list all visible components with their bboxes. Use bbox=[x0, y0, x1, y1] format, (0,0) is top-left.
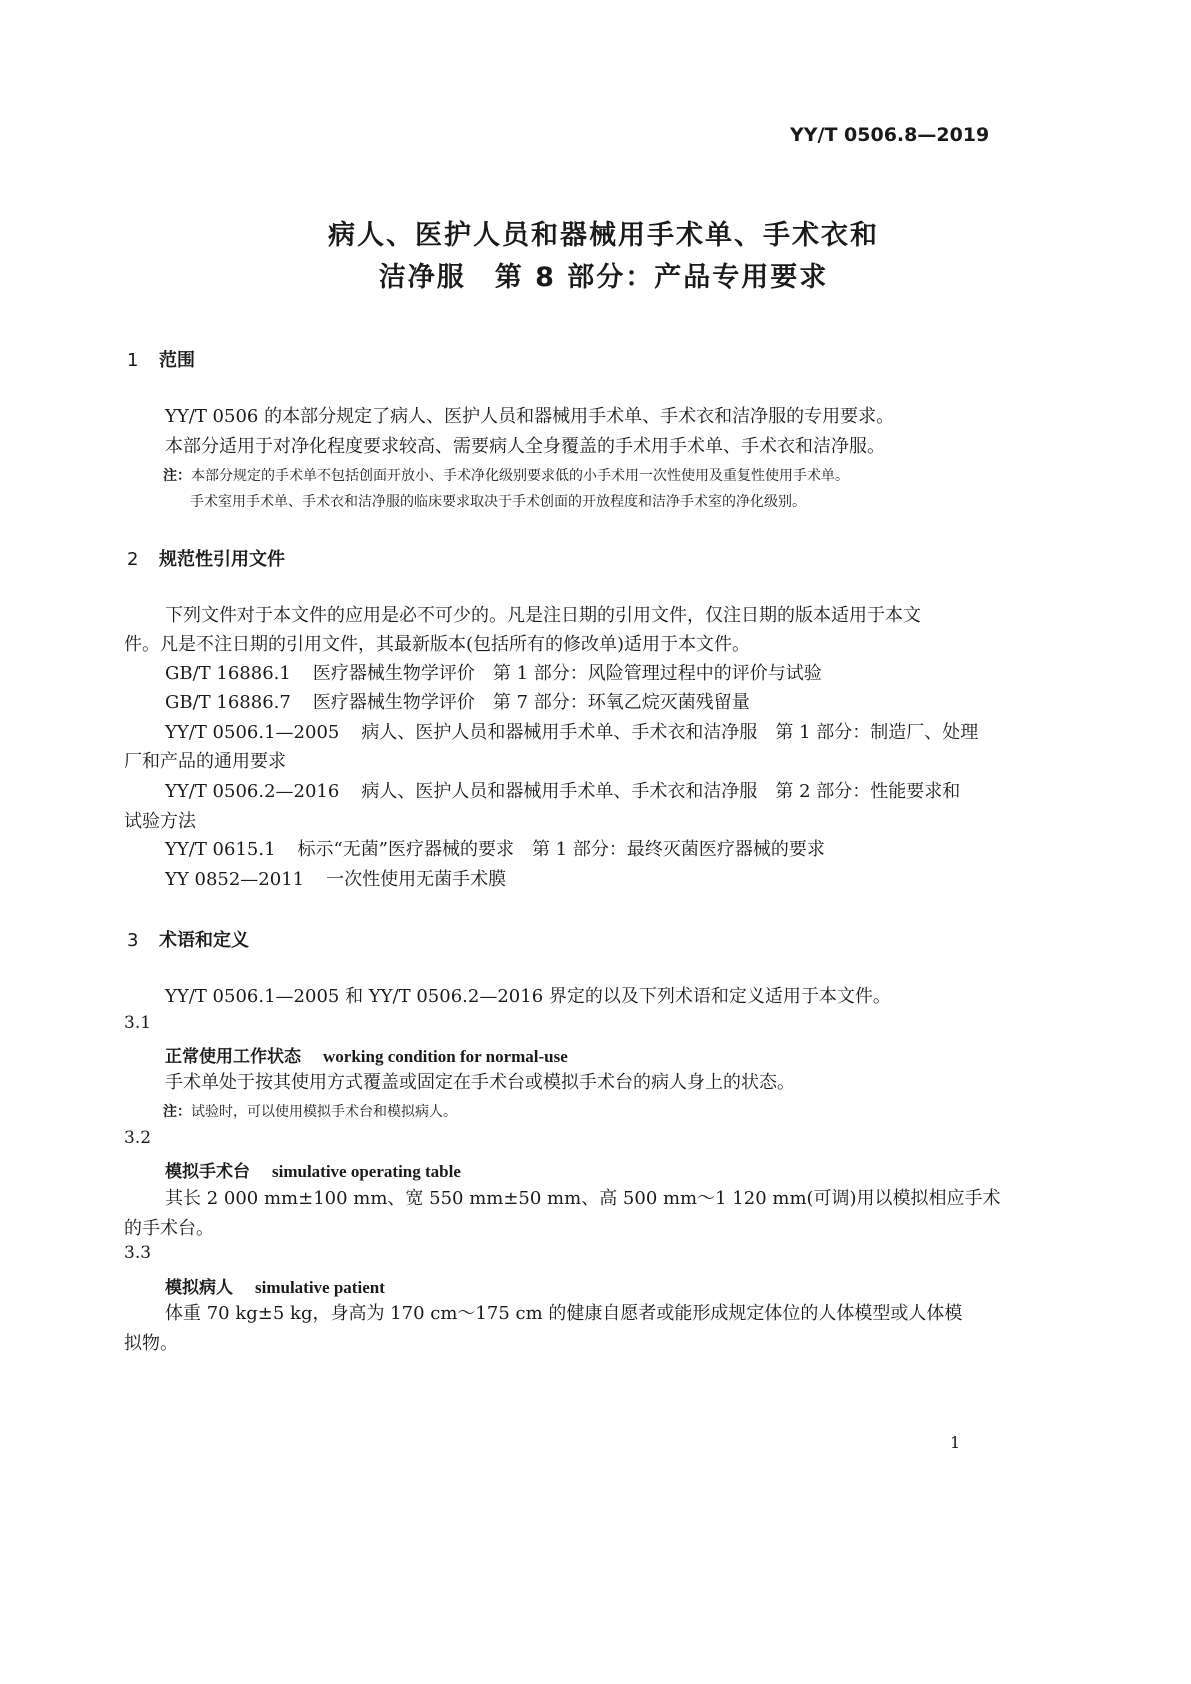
term-en: simulative patient bbox=[255, 1278, 385, 1297]
section-number: 2 bbox=[127, 549, 139, 570]
section-2-intro-line2: 件。凡是不注日期的引用文件，其最新版本(包括所有的修改单)适用于本文件。 bbox=[124, 634, 751, 655]
reference-item bbox=[165, 834, 825, 865]
reference-title: 标示“无菌”医疗器械的要求 第 1 部分：最终灭菌医疗器械的要求 bbox=[297, 839, 825, 860]
reference-code: YY/T 0506.2—2016 bbox=[165, 781, 340, 802]
reference-code: YY/T 0506.1—2005 bbox=[165, 722, 340, 743]
standard-code: YY/T 0506.8—2019 bbox=[790, 124, 990, 146]
section-3-intro: YY/T 0506.1—2005 和 YY/T 0506.2—2016 界定的以及下列术语和定义适用于本文件。 bbox=[165, 986, 891, 1007]
note-text-line1: 本部分规定的手术单不包括创面开放小、手术净化级别要求低的小手术用一次性使用及重复性使用手术单。 bbox=[191, 468, 849, 484]
term-cn: 模拟手术台 bbox=[165, 1162, 250, 1182]
note-text: 试验时，可以使用模拟手术台和模拟病人。 bbox=[191, 1104, 457, 1120]
page-number: 1 bbox=[950, 1433, 961, 1452]
term-en: working condition for normal-use bbox=[323, 1047, 568, 1066]
section-1-note-line2: 手术室用手术单、手术衣和洁净服的临床要求取决于手术创面的开放程度和洁净手术室的净化级别。 bbox=[190, 494, 806, 510]
section-1-note bbox=[163, 465, 849, 485]
reference-code: GB/T 16886.1 bbox=[165, 663, 291, 684]
section-3-heading bbox=[127, 926, 249, 952]
term-definition: 体重 70 kg±5 kg，身高为 170 cm～175 cm 的健康自愿者或能形成规定体位的人体模型或人体模 bbox=[165, 1303, 963, 1324]
reference-continuation: 厂和产品的通用要求 bbox=[124, 751, 286, 772]
document-title-line2: 洁净服 第 8 部分：产品专用要求 bbox=[378, 262, 829, 293]
note-label: 注： bbox=[163, 468, 191, 484]
term-definition-cont: 的手术台。 bbox=[124, 1218, 214, 1239]
term-note bbox=[163, 1101, 457, 1121]
reference-code: YY 0852—2011 bbox=[165, 869, 305, 890]
section-title: 术语和定义 bbox=[159, 930, 249, 951]
section-title: 范围 bbox=[159, 350, 195, 371]
reference-code: YY/T 0615.1 bbox=[165, 839, 276, 860]
section-number: 3 bbox=[127, 930, 139, 951]
term-heading bbox=[165, 1273, 385, 1298]
term-definition: 手术单处于按其使用方式覆盖或固定在手术台或模拟手术台的病人身上的状态。 bbox=[165, 1072, 795, 1093]
reference-title: 一次性使用无菌手术膜 bbox=[326, 869, 507, 890]
reference-item bbox=[165, 658, 822, 689]
reference-title: 病人、医护人员和器械用手术单、手术衣和洁净服 第 2 部分：性能要求和 bbox=[361, 781, 961, 802]
term-number: 3.3 bbox=[124, 1243, 152, 1263]
term-definition-cont: 拟物。 bbox=[124, 1333, 178, 1354]
term-number: 3.2 bbox=[124, 1128, 152, 1148]
term-cn: 模拟病人 bbox=[165, 1278, 233, 1298]
reference-code: GB/T 16886.7 bbox=[165, 692, 291, 713]
reference-item bbox=[165, 864, 506, 895]
section-number: 1 bbox=[127, 350, 139, 371]
section-2-heading bbox=[127, 545, 285, 571]
term-heading bbox=[165, 1042, 568, 1067]
reference-title: 病人、医护人员和器械用手术单、手术衣和洁净服 第 1 部分：制造厂、处理 bbox=[361, 722, 979, 743]
reference-item bbox=[165, 776, 960, 807]
document-title-line1: 病人、医护人员和器械用手术单、手术衣和 bbox=[328, 220, 879, 251]
reference-title: 医疗器械生物学评价 第 7 部分：环氧乙烷灭菌残留量 bbox=[312, 692, 750, 713]
reference-continuation: 试验方法 bbox=[124, 811, 196, 832]
reference-item bbox=[165, 687, 750, 718]
term-cn: 正常使用工作状态 bbox=[165, 1047, 301, 1067]
section-1-heading bbox=[127, 346, 195, 372]
section-1-para-1: YY/T 0506 的本部分规定了病人、医护人员和器械用手术单、手术衣和洁净服的专用要求。 bbox=[165, 406, 895, 427]
term-heading bbox=[165, 1157, 461, 1182]
term-number: 3.1 bbox=[124, 1013, 152, 1033]
reference-title: 医疗器械生物学评价 第 1 部分：风险管理过程中的评价与试验 bbox=[312, 663, 822, 684]
section-2-intro-line1: 下列文件对于本文件的应用是必不可少的。凡是注日期的引用文件，仅注日期的版本适用于本文 bbox=[165, 605, 921, 626]
reference-item bbox=[165, 717, 978, 748]
section-1-para-2: 本部分适用于对净化程度要求较高、需要病人全身覆盖的手术用手术单、手术衣和洁净服。 bbox=[165, 436, 885, 457]
term-en: simulative operating table bbox=[272, 1162, 461, 1181]
section-title: 规范性引用文件 bbox=[159, 549, 285, 570]
note-label: 注： bbox=[163, 1104, 191, 1120]
term-definition: 其长 2 000 mm±100 mm、宽 550 mm±50 mm、高 500 mm～1 120 mm(可调)用以模拟相应手术 bbox=[165, 1188, 1001, 1209]
